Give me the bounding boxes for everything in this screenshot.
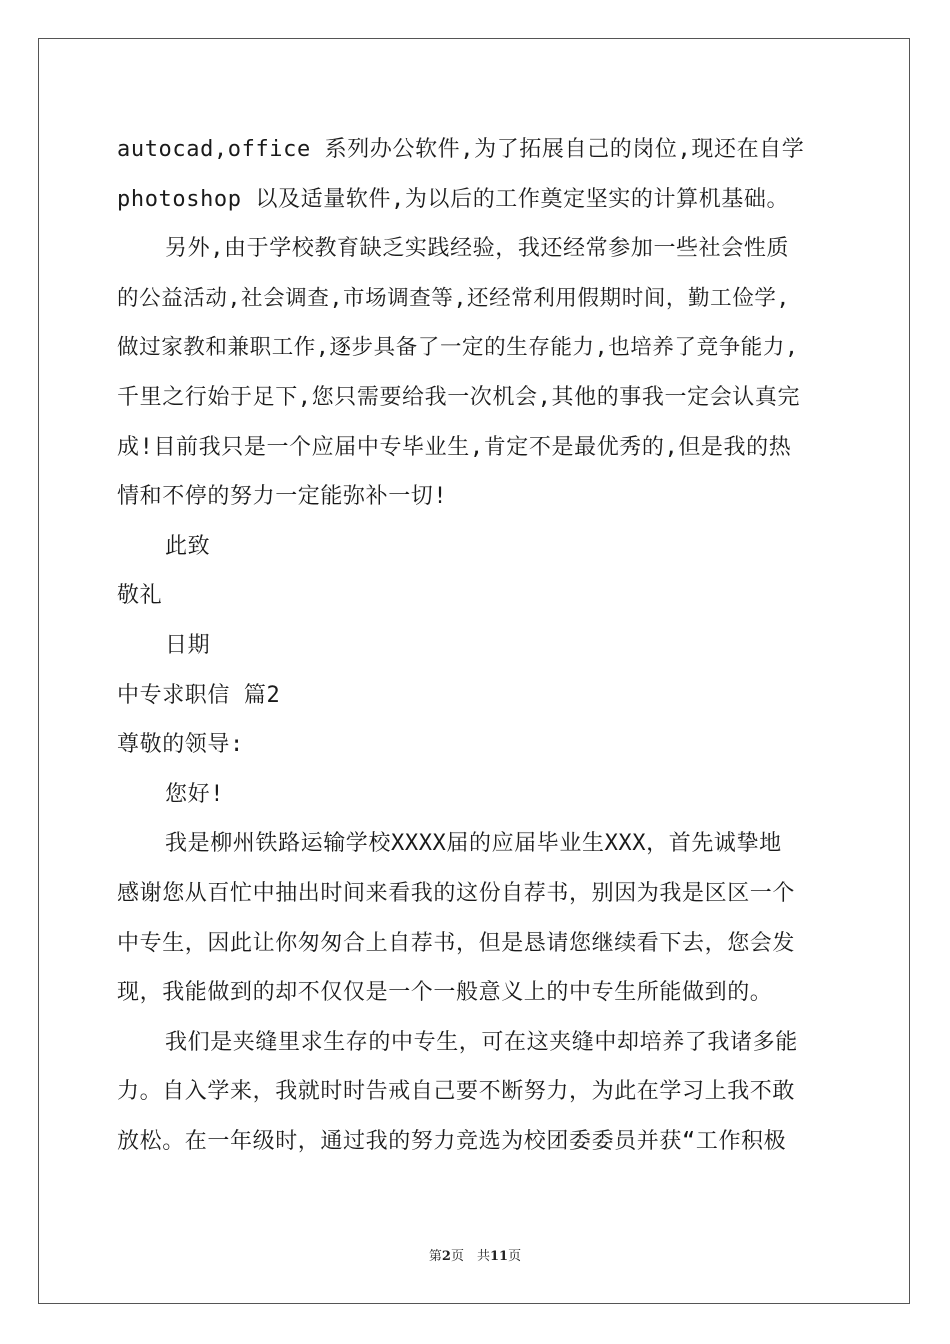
body-line: 的公益活动,社会调查,市场调查等,还经常利用假期时间，勤工俭学,: [117, 285, 790, 311]
body-line: photoshop 以及适量软件,为以后的工作奠定坚实的计算机基础。: [117, 186, 790, 212]
greeting: 尊敬的领导:: [117, 732, 244, 758]
page-mid: 页 共: [450, 1249, 490, 1264]
section-title: 中专求职信 篇2: [117, 682, 281, 708]
document-body: [117, 125, 837, 1166]
body-line: 千里之行始于足下,您只需要给我一次机会,其他的事我一定会认真完: [117, 384, 801, 410]
page-suffix: 页: [508, 1249, 522, 1264]
body-line: 感谢您从百忙中抽出时间来看我的这份自荐书，别因为我是区区一个: [117, 880, 796, 906]
closing-salutation: 此致: [165, 533, 211, 559]
date-label: 日期: [165, 632, 211, 658]
page-total-number: 11: [489, 1249, 509, 1264]
closing-regards: 敬礼: [117, 583, 163, 609]
greeting-hello: 您好!: [165, 781, 225, 807]
body-line: autocad,office 系列办公软件,为了拓展自己的岗位,现还在自学: [117, 137, 805, 162]
body-line: 现，我能做到的却不仅仅是一个一般意义上的中专生所能做到的。: [117, 980, 773, 1006]
body-line: 成!目前我只是一个应届中专毕业生,肯定不是最优秀的,但是我的热: [117, 434, 792, 460]
body-line: 中专生，因此让你匆匆合上自荐书，但是恳请您继续看下去，您会发: [117, 930, 796, 956]
paragraph-start: 我们是夹缝里求生存的中专生，可在这夹缝中却培养了我诸多能: [165, 1029, 798, 1055]
body-line: 做过家教和兼职工作,逐步具备了一定的生存能力,也培养了竞争能力,: [117, 335, 799, 361]
body-line: 力。自入学来，我就时时告戒自己要不断努力，为此在学习上我不敢: [117, 1079, 796, 1105]
page-prefix: 第: [428, 1249, 442, 1264]
page-footer: [0, 1245, 950, 1264]
paragraph-start: 另外,由于学校教育缺乏实践经验，我还经常参加一些社会性质: [165, 236, 790, 262]
body-line: 放松。在一年级时，通过我的努力竞选为校团委委员并获“工作积极: [117, 1128, 787, 1154]
paragraph-start: 我是柳州铁路运输学校XXXX届的应届毕业生XXX，首先诚挚地: [165, 831, 782, 857]
body-line: 情和不停的努力一定能弥补一切!: [117, 484, 448, 510]
page-current-number: 2: [441, 1249, 451, 1264]
